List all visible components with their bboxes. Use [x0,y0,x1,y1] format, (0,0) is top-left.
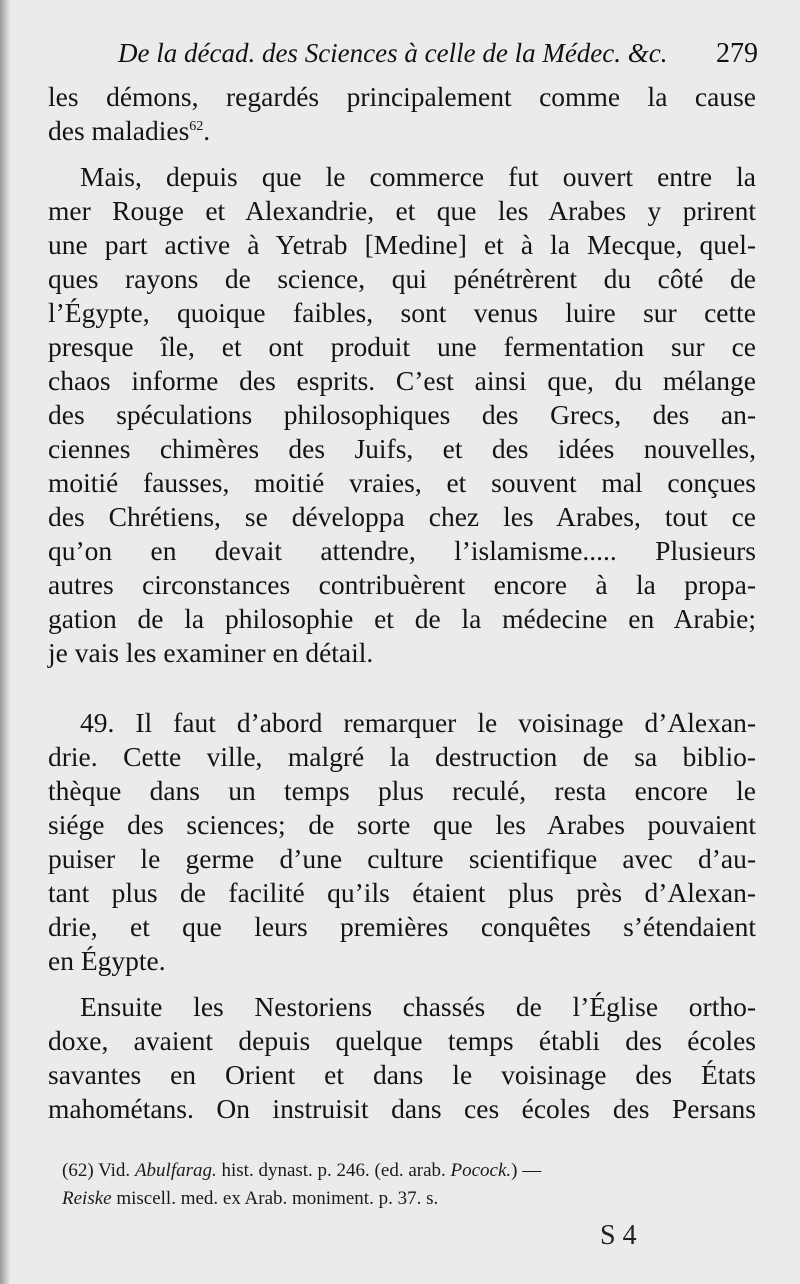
footnote-text-2: miscell. med. ex Arab. moniment. p. 37. s. [116,1188,439,1209]
body-line [48,842,756,876]
running-head [118,38,758,69]
body-line [48,500,756,534]
body-line-text: moitié fausses, moitié vraies, et souvent mal conçues [48,467,756,498]
body-line [48,262,756,296]
body-line-text: ciennes chimères des Juifs, et des idées nouvelles, [48,433,756,464]
body-line [48,114,756,148]
page-number: 279 [716,38,758,69]
body-line-text: des spéculations philosophiques des Grecs, des an- [48,399,756,430]
body-line [48,568,756,602]
body-line-text: une part active à Yetrab [Medine] et à la Mecque, quel- [48,229,756,260]
body-line-text: des Chrétiens, se développa chez les Arabes, tout ce [48,501,756,532]
footnote-author-reiske: Reiske [62,1188,112,1209]
body-line-text: tant plus de facilité qu’ils étaient plus près d’Alexan- [48,877,756,908]
body-line [48,466,756,500]
body-line-text: des maladies [48,115,190,146]
body-line [48,1058,756,1092]
footnote-text-1: hist. dynast. p. 246. (ed. arab. [221,1160,446,1181]
body-line-text: Mais, depuis que le commerce fut ouvert entre la [80,161,756,192]
body-line [48,364,756,398]
body-line [48,808,756,842]
footnote-reference-period: . [203,115,211,146]
body-line-text: chaos informe des esprits. C’est ainsi que, du mélange [48,365,756,396]
page-gutter-shadow [0,0,10,1284]
body-line-text: savantes en Orient et dans le voisinage des États [48,1059,756,1090]
body-line [48,228,756,262]
body-line-text: mer Rouge et Alexandrie, et que les Arabes y prirent [48,195,756,226]
footnote-marker: (62) [62,1160,94,1181]
body-line-text: 49. Il faut d’abord remarquer le voisinage d’Alexan- [80,707,756,738]
body-line [48,194,756,228]
body-line [48,432,756,466]
body-line-text: presque île, et ont produit une fermentation sur ce [48,331,756,362]
footnote-editor: Pocock. [450,1160,512,1181]
footnote-author-abulfarag: Abulfarag. [134,1160,217,1181]
body-line [48,740,756,774]
body-line-text: autres circonstances contribuèrent encore à la propa- [48,569,756,600]
body-line [48,330,756,364]
signature-mark: S 4 [600,1220,637,1251]
body-line-text: ques rayons de science, qui pénétrèrent du côté de [48,263,756,294]
footnote-line-1 [62,1158,752,1184]
body-line [48,296,756,330]
body-line-text: puiser le germe d’une culture scientifique avec d’au- [48,843,756,874]
body-line-text: je vais les examiner en détail. [48,637,374,668]
body-line [48,1092,756,1126]
body-line-text: siége des sciences; de sorte que les Arabes pouvaient [48,809,756,840]
body-line-text: doxe, avaient depuis quelque temps établi des écoles [48,1025,756,1056]
footnote-reference: 62 [189,118,204,134]
footnote-vid: Vid. [98,1160,131,1181]
body-line [48,990,756,1024]
body-line-text: gation de la philosophie et de la médecine en Arabie; [48,603,756,634]
body-line [48,602,756,636]
body-line [48,774,756,808]
footnote-text-1-end: ) — [511,1160,542,1181]
body-line [48,944,756,978]
body-line [48,534,756,568]
body-line-text: mahométans. On instruisit dans ces écoles des Persans [48,1093,756,1124]
body-line [48,876,756,910]
body-line-text: Ensuite les Nestoriens chassés de l’Église ortho- [80,991,756,1022]
footnote-line-2 [62,1186,752,1212]
body-line [48,80,756,114]
body-line [48,160,756,194]
body-line [48,636,756,670]
body-line-text: drie. Cette ville, malgré la destruction de sa biblio- [48,741,756,772]
body-line-text: thèque dans un temps plus reculé, resta encore le [48,775,756,806]
body-line-text: drie, et que leurs premières conquêtes s’étendaient [48,911,756,942]
body-line [48,706,756,740]
body-line-text: en Égypte. [48,945,166,976]
body-line [48,398,756,432]
running-title: De la décad. des Sciences à celle de la Médec. &c. [118,38,668,68]
body-line [48,910,756,944]
body-line [48,1024,756,1058]
body-line-text: l’Égypte, quoique faibles, sont venus luire sur cette [48,297,756,328]
body-line-text: les démons, regardés principalement comme la cause [48,81,756,112]
body-line-text: qu’on en devait attendre, l’islamisme..... Plusieurs [48,535,756,566]
